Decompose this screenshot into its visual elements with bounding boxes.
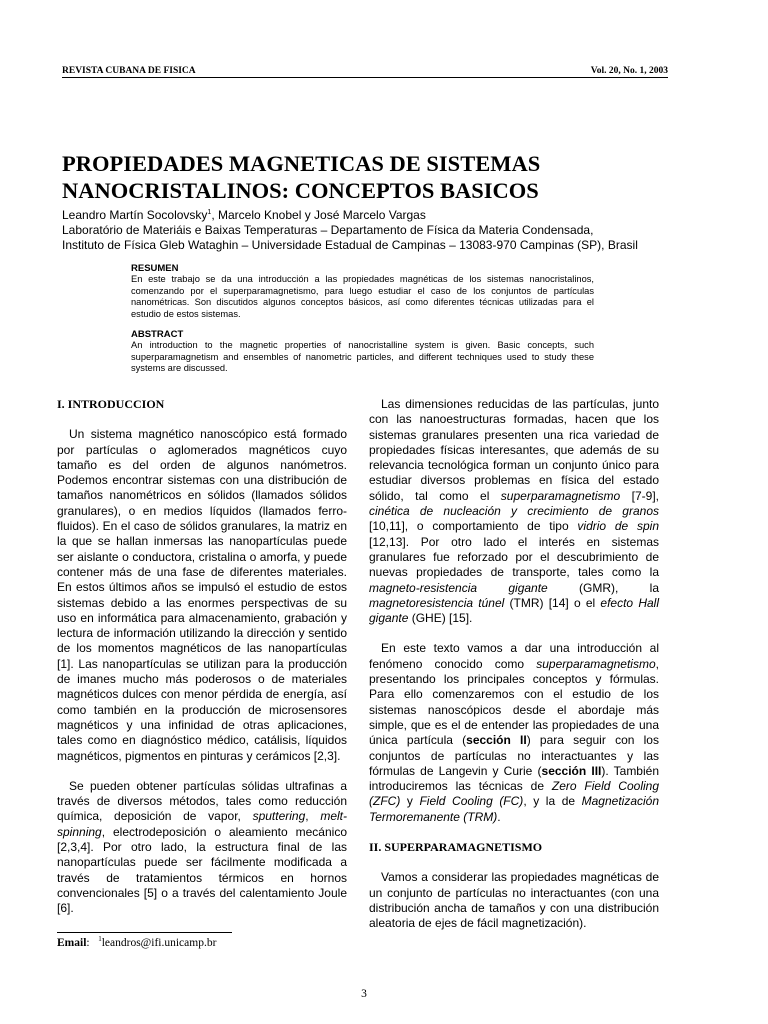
page-number: 3 bbox=[361, 988, 367, 1000]
resumen-text: En este trabajo se da una introducción a las propiedades magnéticas de los sistemas nanocristalinos, comenzando por el superparamagnetismo, para luego estudiar el caso de los conjuntos de partículas nanométricas. Son discutidos algunos conceptos básicos, así como diferentes técnicas utilizadas para el estudio de estos sistemas. bbox=[131, 274, 594, 319]
section-1-heading: I. INTRODUCCION bbox=[57, 397, 165, 411]
abstract-text: An introduction to the magnetic properties of nanocristalline system is given. Basic concepts, such superparamagnetism and ensembles of nanometric particles, and different techniques used to study these systems are discussed. bbox=[131, 340, 594, 374]
footnote: Email: $^1$leandros@ifi.unicamp.br bbox=[57, 932, 237, 949]
running-header bbox=[62, 66, 668, 78]
intro-paragraph-2: Se pueden obtener partículas sólidas ultrafinas a través de diversos métodos, tales como reducción química, deposición de vapor, sputtering, melt-spinning, electrodeposición o aleamiento mecánico [2,3,4]. Por otro lado, la estructura final de las nanopartículas puede ser fácilmente modificada a través de tratamientos térmicos en hornos convencionales [5] o a través del calentamiento Joule [6]. bbox=[57, 778, 347, 916]
volume-info: Vol. 20, No. 1, 2003 bbox=[590, 66, 668, 76]
section-2-paragraph-1: Vamos a considerar las propiedades magnéticas de un conjunto de partículas no interactuantes (con una distribución ancha de tamaños y con una distribución aleatoria de ejes de fácil magnetización). bbox=[369, 870, 659, 931]
paper-title bbox=[62, 150, 682, 204]
footnote-mark: 1 bbox=[98, 935, 102, 943]
intro-paragraph-4: En este texto vamos a dar una introducción al fenómeno conocido como superparamagnetismo, presentando los principales conceptos y fórmulas. Para ello comenzaremos con el estudio de los sistemas nanoscópicos desde el abordaje más simple, que es el de entender las propiedades de una única partícula (sección II) para seguir con los conjuntos de partículas no interactuantes y las fórmulas de Langevin y Curie (sección III). También introduciremos las técnicas de Zero Field Cooling (ZFC) y Field Cooling (FC), y la de Magnetización Termoremanente (TRM). bbox=[369, 641, 660, 824]
right-column bbox=[369, 397, 659, 932]
left-column bbox=[57, 397, 347, 917]
resumen-heading: RESUMEN bbox=[131, 263, 179, 274]
author-line bbox=[62, 205, 702, 223]
other-authors: , Marcelo Knobel y José Marcelo Vargas bbox=[211, 208, 426, 222]
author-1-mark: 1 bbox=[207, 209, 212, 216]
affiliation-2: Instituto de Física Gleb Wataghin – Universidade Estadual de Campinas – 13083-970 Campinas (SP), Brasil bbox=[62, 238, 638, 252]
author-1: Leandro Martín Socolovsky bbox=[62, 208, 208, 222]
author-block bbox=[62, 205, 702, 253]
intro-paragraph-1: Un sistema magnético nanoscópico está formado por partículas o aglomerados magnéticos cuyo tamaño es del orden de algunos nanómetros. Podemos encontrar sistemas con una distribución de tamaños nanométricos en sólidos (llamados sólidos granulares), o en medios líquidos (llamados ferro-fluidos). En el caso de sólidos granulares, la matriz en la que se hallan inmersas las nanopartículas puede ser aislante o conductora, cristalina o amorfa, y puede contener más de una fase de diferentes materiales. En estos últimos años se impulsó el estudio de estos sistemas debido a las enormes perspectivas de su uso en informática para almacenamiento, grabación y lectura de información utilizando la dirección y sentido de los momentos magnéticos de las nanopartículas [1]. Las nanopartículas se utilizan para la producción de imanes mucho más poderosos o de materiales magnéticos dulces con menor pérdida de energía, así como también en la producción de microsensores magnéticos y una infinidad de otras aplicaciones, tales como en diagnóstico médico, catálisis, líquidos magnéticos, pigmentos en pinturas y cerámicos [2,3]. bbox=[57, 427, 347, 763]
title-line-1: PROPIEDADES MAGNETICAS DE SISTEMAS bbox=[62, 151, 541, 176]
abstract-block bbox=[131, 263, 594, 384]
section-2-heading: II. SUPERPARAMAGNETISMO bbox=[369, 840, 543, 855]
abstract-heading: ABSTRACT bbox=[131, 329, 184, 341]
title-line-2: NANOCRISTALINOS: CONCEPTOS BASICOS bbox=[62, 178, 539, 203]
journal-name: REVISTA CUBANA DE FISICA bbox=[62, 66, 196, 76]
affiliation-1: Laboratório de Materiáis e Baixas Temperaturas – Departamento de Física da Materia Condensada, bbox=[62, 223, 594, 237]
footnote-email: leandros@ifi.unicamp.br bbox=[101, 936, 217, 949]
footnote-label: Email bbox=[57, 936, 87, 949]
footnote-rule bbox=[57, 932, 232, 933]
intro-paragraph-3: Las dimensiones reducidas de las partículas, junto con las nanoestructuras formadas, hacen que los sistemas granulares presenten una rica variedad de propiedades físicas interesantes, que además de su relevancia tecnológica forman un conjunto único para estudiar diversos problemas en física del estado sólido, tal como el superparamagnetismo [7-9], cinética de nucleación y crecimiento de granos [10,11], o comportamiento de tipo vidrio de spin [12,13]. Por otro lado el interés en sistemas granulares fue reforzado por el descubrimiento de nuevas propiedades de transporte, tales como la magneto-resistencia gigante (GMR), la magnetoresistencia túnel (TMR) [14] o el efecto Hall gigante (GHE) [15]. bbox=[369, 397, 659, 626]
